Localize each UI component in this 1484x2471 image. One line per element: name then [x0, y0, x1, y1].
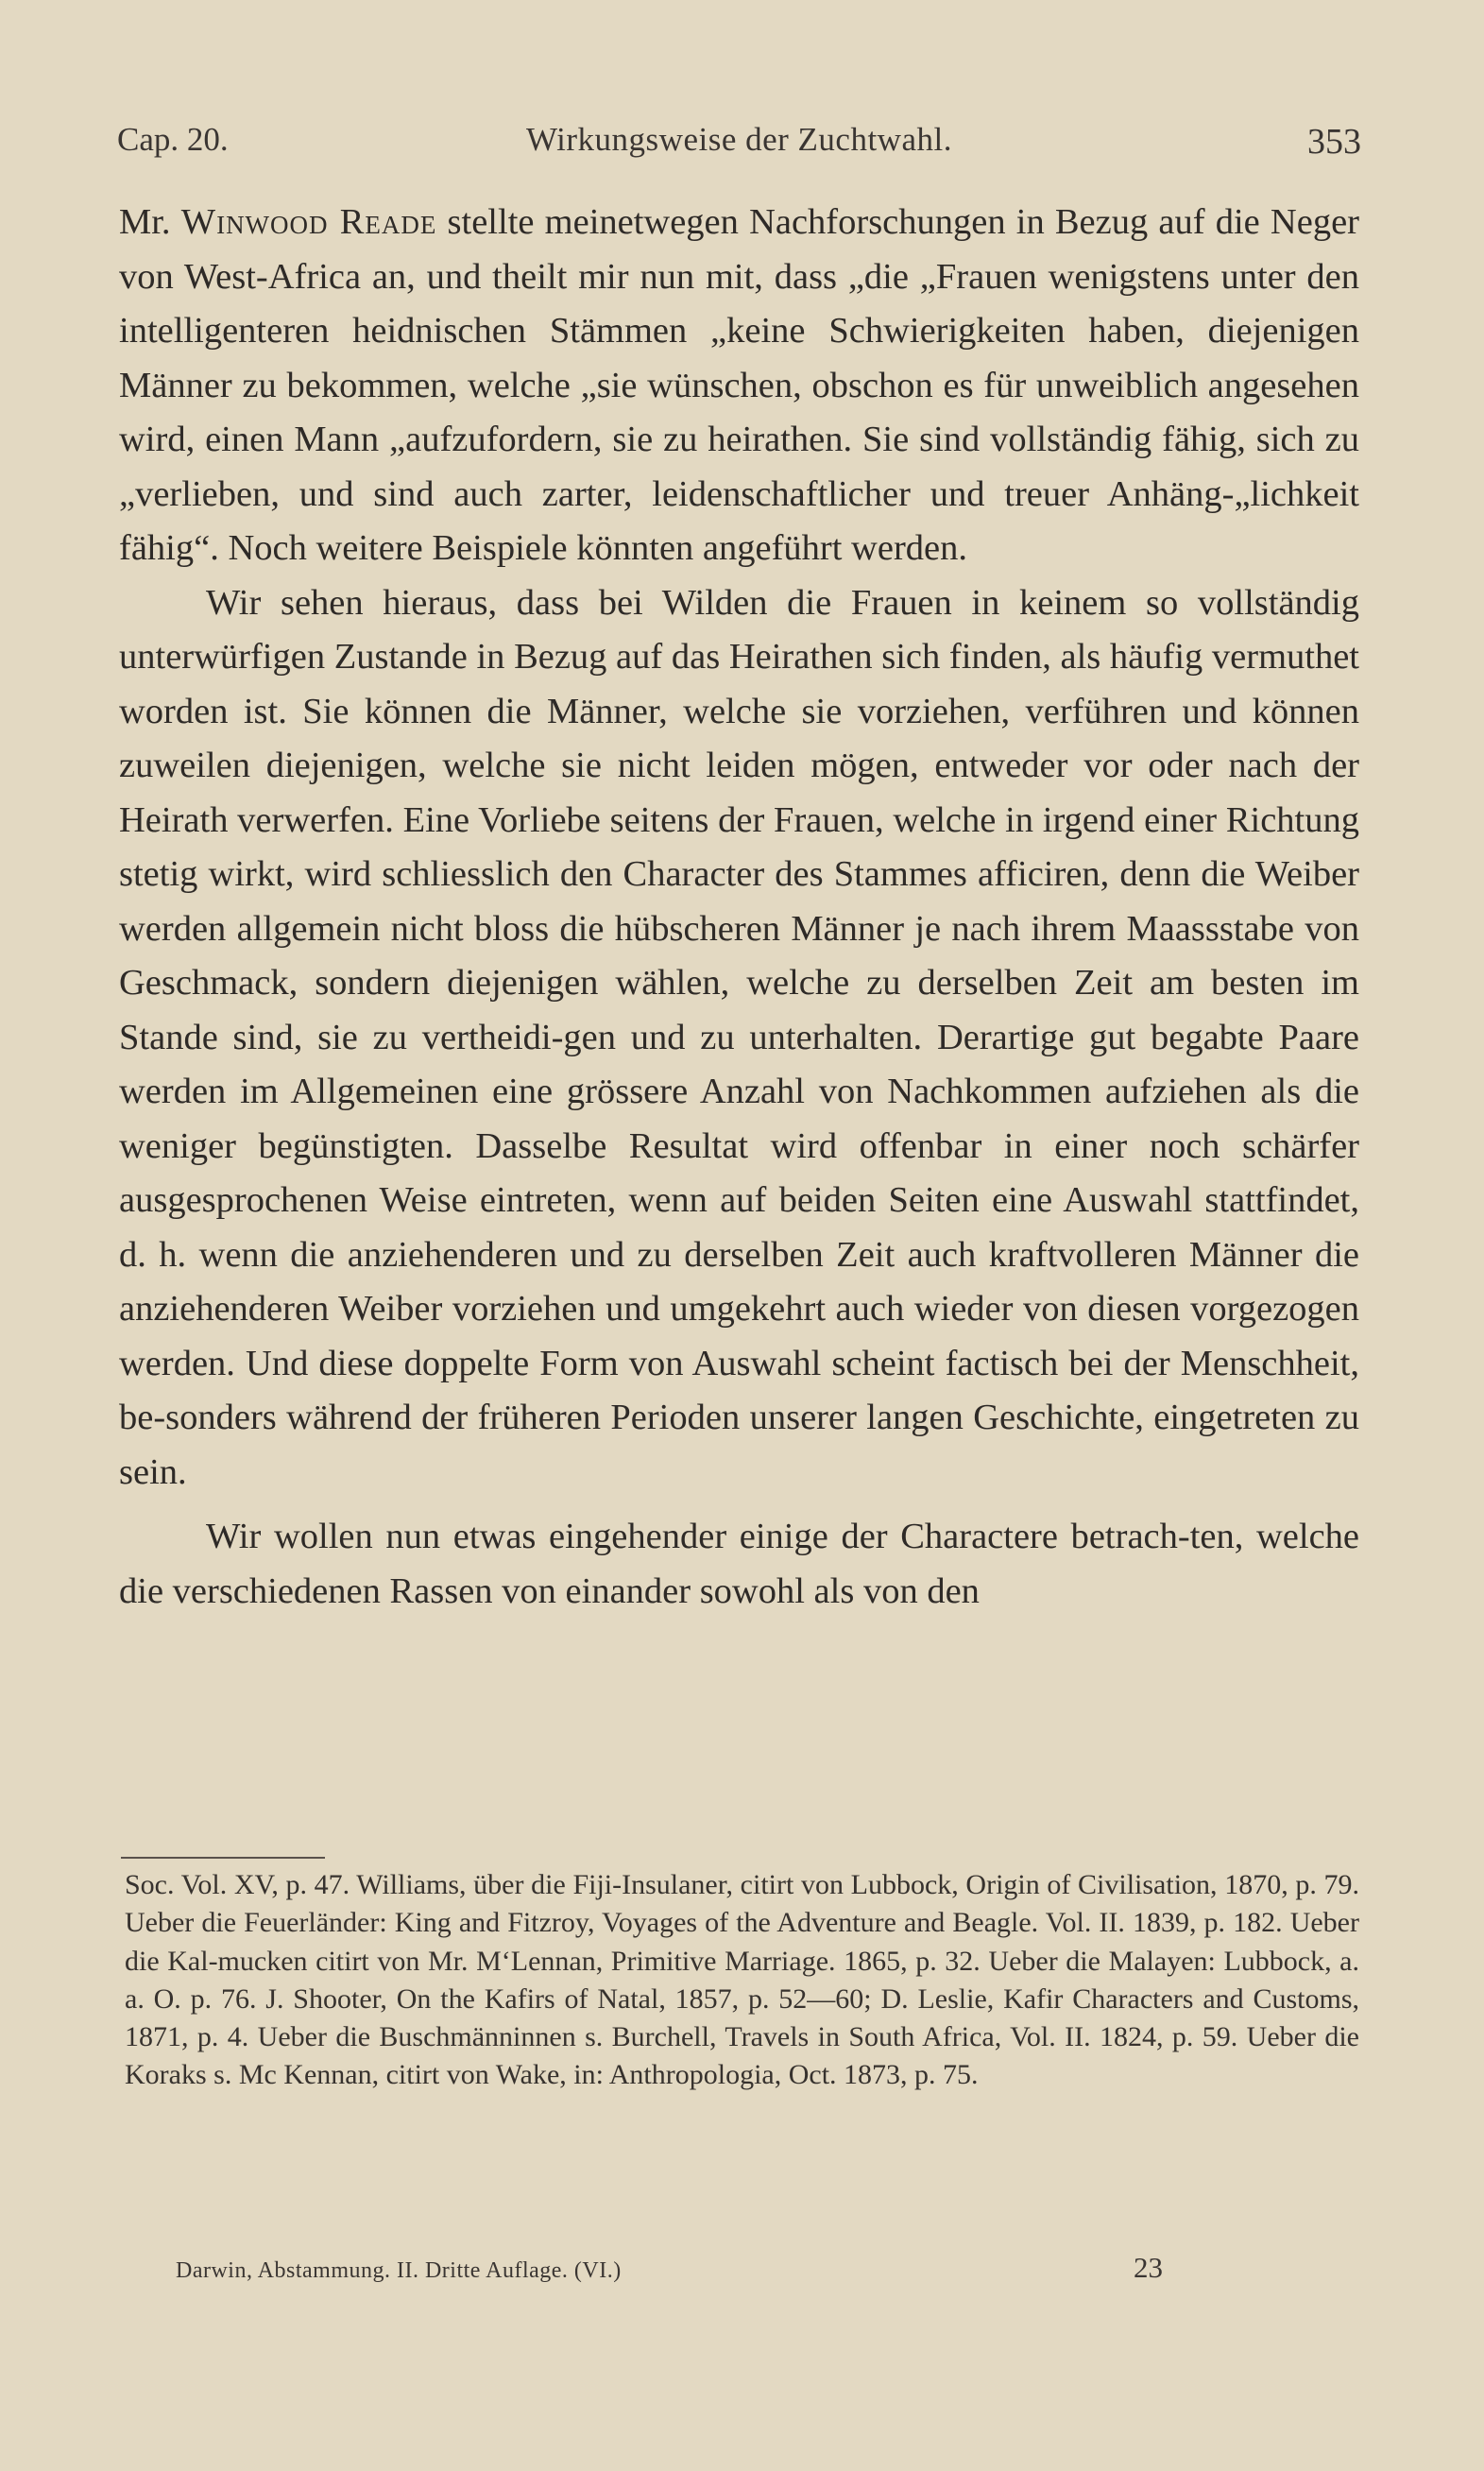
paragraph-3: Wir wollen nun etwas eingehender einige der Charactere betrach-ten, welche die verschiedenen Rassen von einander sowohl als von den: [119, 1517, 1359, 1611]
main-text: [119, 196, 1359, 1619]
paragraph-1-text: stellte meinetwegen Nachforschungen in Bezug auf die Neger von West-Africa an, und theilt mir nun mit, dass „die „Frauen wenigstens unter den intelligenteren heidnischen Stämmen „keine Schwierigkeiten haben, diejenigen Männer zu bekommen, welche „sie wünschen, obschon es für unweiblich angesehen wird, einen Mann „aufzufordern, sie zu heirathen. Sie sind vollständig fähig, sich zu „verlieben, und sind auch zarter, leidenschaftlicher und treuer Anhäng-„lichkeit fähig“. Noch weitere Beispiele könnten angeführt werden.: [119, 202, 1359, 568]
paragraph-2: Wir sehen hieraus, dass bei Wilden die Frauen in keinem so vollständig unterwürfigen Zustande in Bezug auf das Heirathen sich finden, als häufig vermuthet worden ist. Sie können die Männer, welche sie vorziehen, verführen und können zuweilen diejenigen, welche sie nicht leiden mögen, entweder vor oder nach der Heirath verwerfen. Eine Vorliebe seitens der Frauen, welche in irgend einer Richtung stetig wirkt, wird schliesslich den Character des Stammes afficiren, denn die Weiber werden allgemein nicht bloss die hübscheren Männer je nach ihrem Maassstabe von Geschmack, sondern diejenigen wählen, welche zu derselben Zeit am besten im Stande sind, sie zu vertheidi-gen und zu unterhalten. Derartige gut begabte Paare werden im Allgemeinen eine grössere Anzahl von Nachkommen aufziehen als die weniger begünstigten. Dasselbe Resultat wird offenbar in einer noch schärfer ausgesprochenen Weise eintreten, wenn auf beiden Seiten eine Auswahl stattfindet, d. h. wenn die anziehenderen und zu derselben Zeit auch kraftvolleren Männer die anziehenderen Weiber vorziehen und umgekehrt auch wieder von diesen vorgezogen werden. Und diese doppelte Form von Auswahl scheint factisch bei der Menschheit, be-sonders während der früheren Perioden unserer langen Geschichte, eingetreten zu sein.: [119, 582, 1359, 1492]
paragraph-1: [119, 196, 1359, 576]
page-number: 353: [1307, 122, 1361, 162]
footnote-text: Soc. Vol. XV, p. 47. Williams, über die Fiji-Insulaner, citirt von Lubbock, Origin of Civilisation, 1870, p. 79. Ueber die Feuerländer: King and Fitzroy, Voyages of the Adventure and Beagle. Vol. II. 1839, p. 182. Ueber die Kal-mucken citirt von Mr. M‘Lennan, Primitive Marriage. 1865, p. 32. Ueber die Malayen: Lubbock, a. a. O. p. 76. J. Shooter, On the Kafirs of Natal, 1857, p. 52—60; D. Leslie, Kafir Characters and Customs, 1871, p. 4. Ueber die Buschmänninnen s. Burchell, Travels in South Africa, Vol. II. 1824, p. 59. Ueber die Koraks s. Mc Kennan, citirt von Wake, in: Anthropologia, Oct. 1873, p. 75.: [125, 1869, 1359, 2091]
page-footer: [176, 2251, 1163, 2292]
running-header: [117, 121, 1361, 168]
running-title: Wirkungsweise der Zuchtwahl.: [526, 121, 952, 158]
honorific: Mr.: [119, 202, 181, 242]
printer-signature: Darwin, Abstammung. II. Dritte Auflage. (VI.): [176, 2258, 622, 2283]
footnote-divider: [121, 1857, 325, 1859]
sheet-number: 23: [1134, 2251, 1163, 2284]
footnotes: [125, 1866, 1359, 2095]
chapter-label: Cap. 20.: [117, 121, 229, 158]
author-name: Winwood Reade: [180, 202, 437, 242]
